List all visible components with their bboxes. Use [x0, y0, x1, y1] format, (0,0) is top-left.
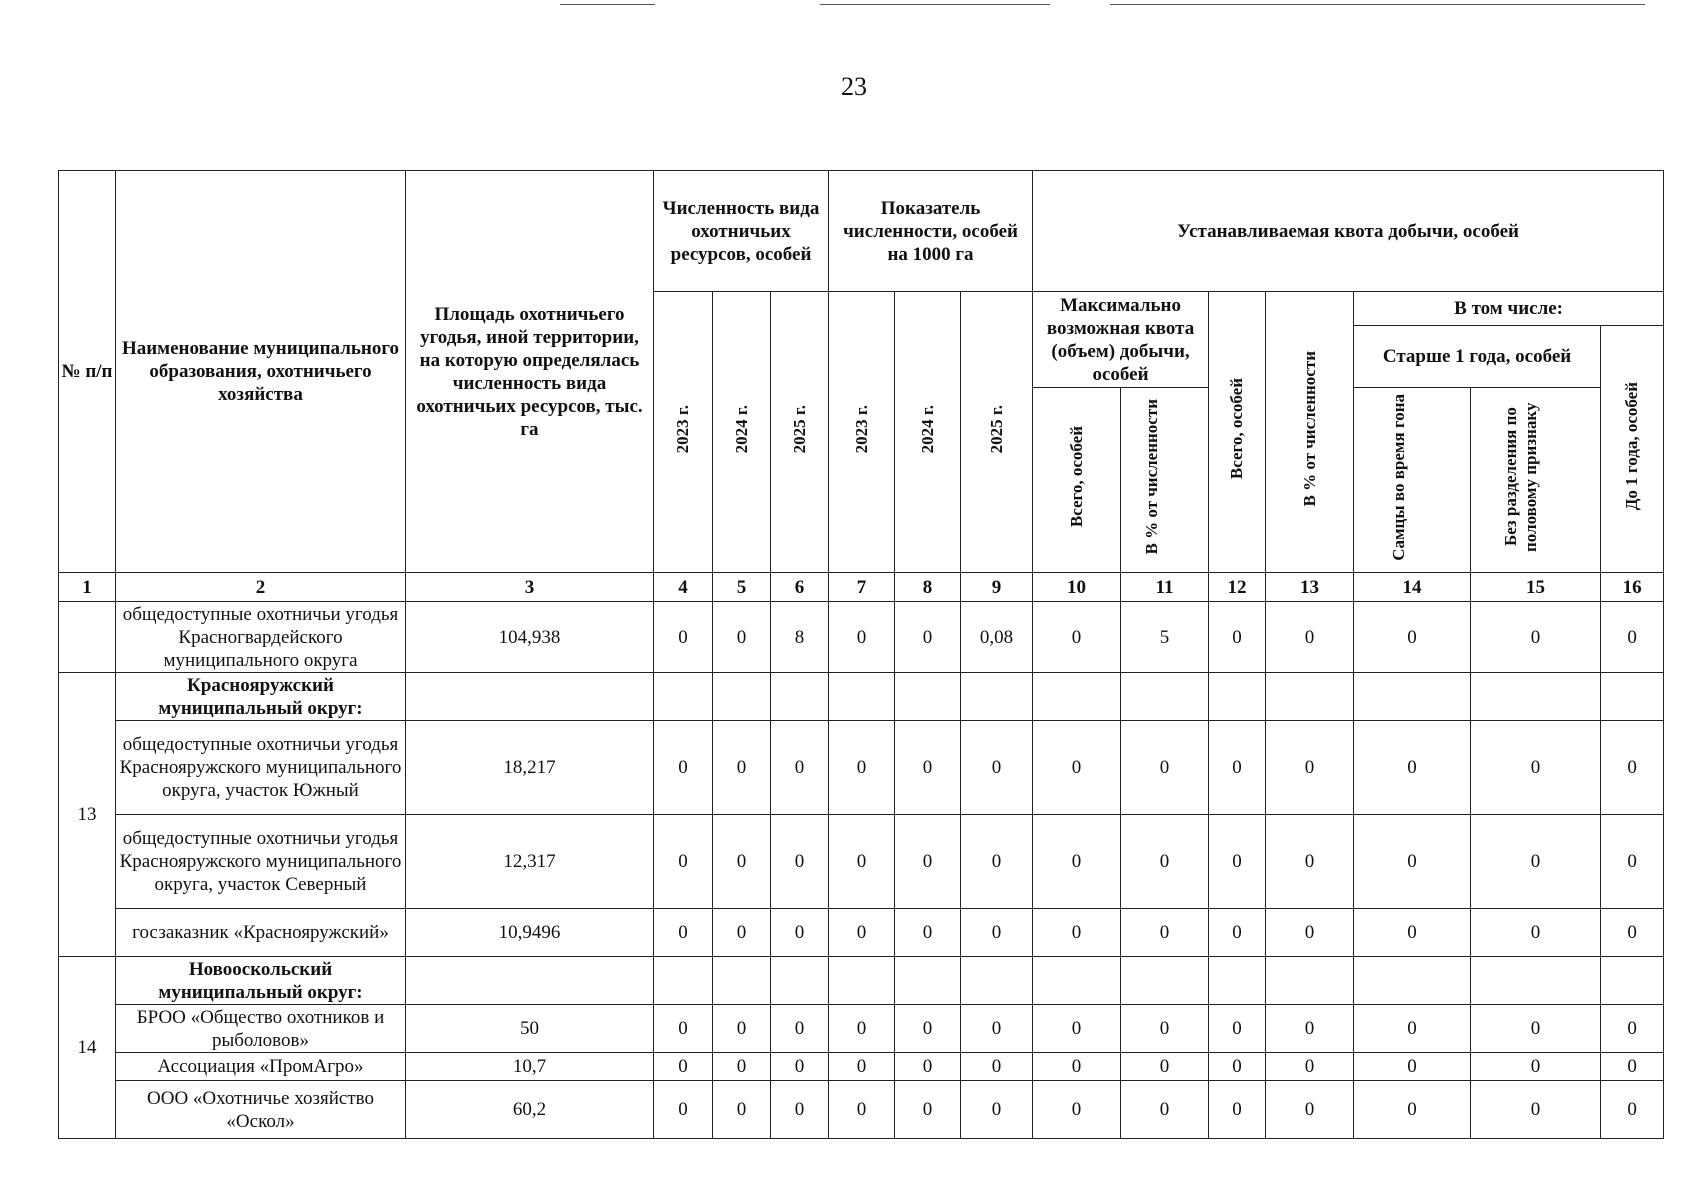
- row-name: общедоступные охотничьи угодья Красногвардейского муниципального округа: [116, 602, 406, 673]
- cell-value: 0: [1601, 602, 1664, 673]
- cell-value: 0: [771, 1005, 829, 1053]
- col-number: 3: [406, 573, 654, 602]
- cell-value: 5: [1121, 602, 1209, 673]
- empty-cell: [829, 957, 895, 1005]
- cell-value: 0: [1266, 1053, 1354, 1081]
- cell-value: 0: [654, 721, 713, 815]
- col-number: 6: [771, 573, 829, 602]
- cell-value: 0: [713, 815, 771, 909]
- cell-value: 0: [961, 815, 1033, 909]
- table-row: [59, 1053, 1664, 1081]
- empty-cell: [1354, 673, 1471, 721]
- cell-value: 0: [1601, 721, 1664, 815]
- cell-value: 0: [1033, 602, 1121, 673]
- col-number: 7: [829, 573, 895, 602]
- group-index: 14: [59, 957, 116, 1139]
- empty-cell: [406, 957, 654, 1005]
- cell-value: 0: [1471, 721, 1601, 815]
- cell-value: 0: [829, 909, 895, 957]
- cell-value: 0: [895, 909, 961, 957]
- empty-cell: [771, 673, 829, 721]
- header-no-sex: Без разделения по половому признаку: [1471, 388, 1601, 573]
- cell-value: 0: [1121, 909, 1209, 957]
- cell-value: 0: [961, 1005, 1033, 1053]
- empty-cell: [895, 957, 961, 1005]
- col-number: 11: [1121, 573, 1209, 602]
- cell-value: 0: [829, 815, 895, 909]
- row-name: общедоступные охотничьи угодья Краснояружского муниципального округа, участок Северный: [116, 815, 406, 909]
- cell-value: 0: [829, 1005, 895, 1053]
- empty-cell: [1033, 957, 1121, 1005]
- table-row: [59, 815, 1664, 909]
- group-header-row: [59, 673, 1664, 721]
- cell-value: 0: [1354, 1053, 1471, 1081]
- cell-value: 0: [1471, 815, 1601, 909]
- group-title: Краснояружский муниципальный округ:: [116, 673, 406, 721]
- header-pop-2025: 2025 г.: [771, 292, 829, 573]
- header-under-one: До 1 года, особей: [1601, 326, 1664, 573]
- cell-value: 0: [1266, 602, 1354, 673]
- table-row: [59, 1005, 1664, 1053]
- header-col-name: Наименование муниципального образования, охотничьего хозяйства: [116, 171, 406, 573]
- cell-value: 0: [1209, 1053, 1266, 1081]
- empty-cell: [1471, 957, 1601, 1005]
- header-quota-total: Всего, особей: [1209, 292, 1266, 573]
- cell-value: 0: [1209, 1005, 1266, 1053]
- col-number: 13: [1266, 573, 1354, 602]
- row-name: госзаказник «Краснояружский»: [116, 909, 406, 957]
- cell-value: 0: [1266, 1005, 1354, 1053]
- page-number: 23: [841, 72, 867, 101]
- empty-cell: [1033, 673, 1121, 721]
- cell-value: 0: [1354, 721, 1471, 815]
- cell-value: 0: [654, 1005, 713, 1053]
- cell-value: 0: [1033, 1005, 1121, 1053]
- group-header-row: [59, 957, 1664, 1005]
- table-row: [59, 721, 1664, 815]
- row-area: 60,2: [406, 1081, 654, 1139]
- cell-value: 0: [895, 721, 961, 815]
- cell-value: 0: [1601, 909, 1664, 957]
- row-name: ООО «Охотничье хозяйство «Оскол»: [116, 1081, 406, 1139]
- top-rule-1: [560, 4, 655, 5]
- cell-value: 0: [1033, 815, 1121, 909]
- quota-table: [58, 170, 1664, 1139]
- cell-value: 0: [771, 1053, 829, 1081]
- cell-value: 0: [895, 1081, 961, 1139]
- empty-cell: [406, 673, 654, 721]
- cell-value: 0: [1266, 1081, 1354, 1139]
- empty-cell: [895, 673, 961, 721]
- cell-value: 0: [1354, 1005, 1471, 1053]
- cell-value: 0: [1354, 602, 1471, 673]
- table-row: [59, 1081, 1664, 1139]
- row-name: БРОО «Общество охотников и рыболовов»: [116, 1005, 406, 1053]
- empty-cell: [771, 957, 829, 1005]
- cell-value: 0: [654, 909, 713, 957]
- cell-value: 0: [1266, 909, 1354, 957]
- header-max-total: Всего, особей: [1033, 388, 1121, 573]
- cell-value: 0: [654, 1081, 713, 1139]
- cell-value: 0: [961, 1081, 1033, 1139]
- empty-cell: [713, 673, 771, 721]
- header-group-older: Старше 1 года, особей: [1354, 326, 1601, 388]
- cell-value: 0: [1209, 1081, 1266, 1139]
- cell-value: 0: [713, 909, 771, 957]
- table-row: [59, 909, 1664, 957]
- col-number: 2: [116, 573, 406, 602]
- cell-value: 0: [1121, 1081, 1209, 1139]
- cell-value: 0: [654, 1053, 713, 1081]
- cell-value: 0: [1266, 721, 1354, 815]
- cell-value: 0: [961, 721, 1033, 815]
- cell-value: 0: [1354, 815, 1471, 909]
- empty-cell: [961, 673, 1033, 721]
- cell-value: 0: [654, 602, 713, 673]
- col-number: 8: [895, 573, 961, 602]
- header-group-quota: Устанавливаемая квота добычи, особей: [1033, 171, 1664, 292]
- empty-cell: [1266, 673, 1354, 721]
- row-area: 50: [406, 1005, 654, 1053]
- cell-value: 0: [895, 1053, 961, 1081]
- cell-value: 0: [1471, 1005, 1601, 1053]
- cell-value: 0: [1121, 815, 1209, 909]
- top-rule-3: [1110, 4, 1645, 5]
- cell-value: 0: [895, 1005, 961, 1053]
- cell-value: 0: [961, 1053, 1033, 1081]
- header-group-density: Показатель численности, особей на 1000 га: [829, 171, 1033, 292]
- empty-cell: [829, 673, 895, 721]
- row-name: общедоступные охотничьи угодья Краснояружского муниципального округа, участок Южный: [116, 721, 406, 815]
- cell-value: 0: [1471, 1053, 1601, 1081]
- header-col-area: Площадь охотничьего угодья, иной территории, на которую определялась численность вида охотничьих ресурсов, тыс. га: [406, 171, 654, 573]
- cell-value: 0: [713, 1053, 771, 1081]
- col-number: 14: [1354, 573, 1471, 602]
- cell-value: 0: [829, 721, 895, 815]
- row-area: 18,217: [406, 721, 654, 815]
- header-quota-percent: В % от численности: [1266, 292, 1354, 573]
- header-group-maxquota: Максимально возможная квота (объем) добычи, особей: [1033, 292, 1209, 388]
- cell-value: 0: [771, 815, 829, 909]
- cell-value: 0: [1266, 815, 1354, 909]
- cell-value: 0: [1471, 602, 1601, 673]
- empty-cell: [1471, 673, 1601, 721]
- cell-value: 0: [1209, 815, 1266, 909]
- header-col-num: № п/п: [59, 171, 116, 573]
- col-number: 9: [961, 573, 1033, 602]
- empty-cell: [961, 957, 1033, 1005]
- cell-value: 0: [1601, 1005, 1664, 1053]
- cell-value: 0: [829, 1053, 895, 1081]
- header-den-2023: 2023 г.: [829, 292, 895, 573]
- cell-value: 8: [771, 602, 829, 673]
- cell-value: 0: [1033, 1081, 1121, 1139]
- col-number: 1: [59, 573, 116, 602]
- top-rule-2: [820, 4, 1050, 5]
- empty-cell: [1209, 673, 1266, 721]
- cell-value: 0: [771, 1081, 829, 1139]
- cell-value: 0: [895, 602, 961, 673]
- row-index: [59, 602, 116, 673]
- group-index: 13: [59, 673, 116, 957]
- cell-value: 0: [1121, 721, 1209, 815]
- empty-cell: [1121, 957, 1209, 1005]
- row-area: 12,317: [406, 815, 654, 909]
- col-number: 16: [1601, 573, 1664, 602]
- empty-cell: [1209, 957, 1266, 1005]
- cell-value: 0: [1601, 1053, 1664, 1081]
- col-number: 4: [654, 573, 713, 602]
- col-number: 15: [1471, 573, 1601, 602]
- cell-value: 0: [713, 1005, 771, 1053]
- cell-value: 0: [961, 909, 1033, 957]
- cell-value: 0: [1471, 909, 1601, 957]
- cell-value: 0: [1033, 909, 1121, 957]
- group-title: Новооскольский муниципальный округ:: [116, 957, 406, 1005]
- table-row: [59, 602, 1664, 673]
- header-max-percent: В % от численности: [1121, 388, 1209, 573]
- cell-value: 0: [1471, 1081, 1601, 1139]
- row-name: Ассоциация «ПромАгро»: [116, 1053, 406, 1081]
- cell-value: 0: [1033, 1053, 1121, 1081]
- cell-value: 0: [771, 909, 829, 957]
- header-group-population: Численность вида охотничьих ресурсов, особей: [654, 171, 829, 292]
- header-den-2025: 2025 г.: [961, 292, 1033, 573]
- cell-value: 0: [1033, 721, 1121, 815]
- row-area: 10,7: [406, 1053, 654, 1081]
- empty-cell: [1354, 957, 1471, 1005]
- cell-value: 0: [713, 1081, 771, 1139]
- header-males-rut: Самцы во время гона: [1354, 388, 1471, 573]
- col-number: 10: [1033, 573, 1121, 602]
- cell-value: 0: [895, 815, 961, 909]
- cell-value: 0: [1209, 602, 1266, 673]
- empty-cell: [1601, 957, 1664, 1005]
- header-pop-2024: 2024 г.: [713, 292, 771, 573]
- row-area: 10,9496: [406, 909, 654, 957]
- cell-value: 0: [771, 721, 829, 815]
- empty-cell: [1266, 957, 1354, 1005]
- cell-value: 0: [713, 721, 771, 815]
- cell-value: 0: [1121, 1005, 1209, 1053]
- cell-value: 0: [1209, 721, 1266, 815]
- cell-value: 0: [1601, 815, 1664, 909]
- empty-cell: [1601, 673, 1664, 721]
- column-numbers-row: [59, 573, 1664, 602]
- cell-value: 0: [1121, 1053, 1209, 1081]
- empty-cell: [654, 673, 713, 721]
- header-den-2024: 2024 г.: [895, 292, 961, 573]
- empty-cell: [654, 957, 713, 1005]
- cell-value: 0: [713, 602, 771, 673]
- col-number: 5: [713, 573, 771, 602]
- cell-value: 0: [1354, 1081, 1471, 1139]
- cell-value: 0: [1601, 1081, 1664, 1139]
- cell-value: 0: [1354, 909, 1471, 957]
- cell-value: 0,08: [961, 602, 1033, 673]
- cell-value: 0: [654, 815, 713, 909]
- header-group-including: В том числе:: [1354, 292, 1664, 326]
- cell-value: 0: [1209, 909, 1266, 957]
- cell-value: 0: [829, 1081, 895, 1139]
- col-number: 12: [1209, 573, 1266, 602]
- empty-cell: [713, 957, 771, 1005]
- header-pop-2023: 2023 г.: [654, 292, 713, 573]
- cell-value: 0: [829, 602, 895, 673]
- empty-cell: [1121, 673, 1209, 721]
- row-area: 104,938: [406, 602, 654, 673]
